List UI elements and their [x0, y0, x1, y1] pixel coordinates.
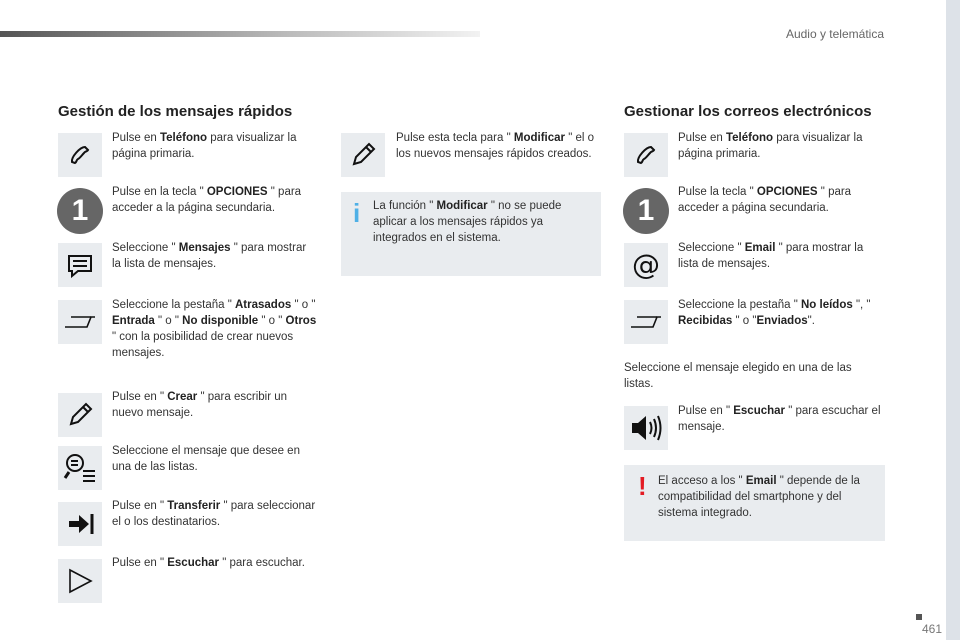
badge-number: 1 — [71, 194, 89, 227]
warning-note — [624, 465, 885, 541]
message-bubble-icon — [58, 243, 102, 287]
bold-term: No disponible — [182, 315, 259, 327]
bold-term: Teléfono — [725, 132, 774, 144]
left-step-7-text: Pulse en " Transferir " para seleccionar el o los destinatarios. — [112, 500, 316, 528]
badge-number: 1 — [637, 194, 655, 227]
right-step-2-text: Pulse la tecla " OPCIONES " para acceder a página secundaria. — [678, 186, 852, 214]
warning-note-text: El acceso a los " Email " depende de la compatibilidad del smartphone y del sistema integrado. — [658, 475, 860, 519]
number-1-badge — [57, 188, 103, 234]
bold-term: Mensajes — [178, 242, 231, 254]
bold-term: OPCIONES — [756, 186, 818, 198]
bold-term: Escuchar — [167, 557, 220, 569]
left-step-3-text: Seleccione " Mensajes " para mostrar la lista de mensajes. — [112, 242, 307, 270]
bold-term: OPCIONES — [206, 186, 268, 198]
header-gradient-bar — [0, 31, 480, 37]
bold-term: Email — [745, 475, 777, 487]
pencil-icon — [58, 393, 102, 437]
tab-icon — [624, 300, 668, 344]
bold-term: Enviados — [756, 315, 808, 327]
bold-term: Modificar — [513, 132, 565, 144]
tab-icon — [58, 300, 102, 344]
middle-step-text: Pulse esta tecla para " Modificar " el o los nuevos mensajes rápidos creados. — [396, 132, 595, 160]
left-step-4-text: Seleccione la pestaña " Atrasados " o " Entrada " o " No disponible " o " Otros " con la posibilidad de crear nuevos mensajes. — [112, 299, 317, 359]
play-icon — [58, 559, 102, 603]
at-sign-icon — [624, 243, 668, 287]
right-step-4-text: Seleccione la pestaña " No leídos ", " Recibidas " o "Enviados". — [678, 299, 871, 327]
left-step-1-text: Pulse en Teléfono para visualizar la página primaria. — [112, 132, 297, 160]
speaker-icon — [624, 406, 668, 450]
phone-icon — [624, 133, 668, 177]
left-step-6-text: Seleccione el mensaje que desee en una de las listas. — [112, 445, 300, 473]
svg-text:@: @ — [632, 248, 660, 281]
info-icon: i — [353, 198, 361, 228]
right-step-1-text: Pulse en Teléfono para visualizar la página primaria. — [678, 132, 863, 160]
side-strip — [946, 0, 960, 640]
search-list-icon — [58, 446, 102, 490]
info-note — [341, 192, 601, 276]
forward-arrow-icon — [58, 502, 102, 546]
bold-term: Recibidas — [678, 315, 733, 327]
left-step-2-text: Pulse en la tecla " OPCIONES " para acceder a la página secundaria. — [112, 186, 302, 214]
page-dot — [916, 614, 922, 620]
bold-term: No leídos — [801, 299, 853, 311]
page-number: 461 — [921, 622, 942, 636]
right-heading: Gestionar los correos electrónicos — [624, 103, 872, 120]
right-step-3-text: Seleccione " Email " para mostrar la lista de mensajes. — [678, 242, 864, 270]
bold-term: Atrasados — [235, 299, 292, 311]
right-listen-text: Pulse en " Escuchar " para escuchar el mensaje. — [678, 405, 881, 433]
bold-term: Escuchar — [733, 405, 786, 417]
section-title: Audio y telemática — [785, 27, 884, 41]
phone-icon — [58, 133, 102, 177]
left-heading: Gestión de los mensajes rápidos — [58, 103, 293, 120]
bold-term: Crear — [167, 391, 198, 403]
bold-term: Entrada — [112, 315, 155, 327]
bold-term: Transferir — [167, 500, 221, 512]
warning-icon: ! — [638, 471, 647, 501]
bold-term: Modificar — [436, 200, 488, 212]
bold-term: Teléfono — [159, 132, 208, 144]
info-note-text: La función " Modificar " no se puede aplicar a los mensajes rápidos ya integrados en el sistema. — [373, 200, 562, 244]
bold-term: Otros — [285, 315, 317, 327]
left-step-5-text: Pulse en " Crear " para escribir un nuevo mensaje. — [112, 391, 288, 419]
bold-term: Email — [744, 242, 776, 254]
number-1-badge — [623, 188, 669, 234]
right-plain-text: Seleccione el mensaje elegido en una de las listas. — [624, 362, 852, 390]
left-step-8-text: Pulse en " Escuchar " para escuchar. — [112, 557, 305, 569]
pencil-icon — [341, 133, 385, 177]
